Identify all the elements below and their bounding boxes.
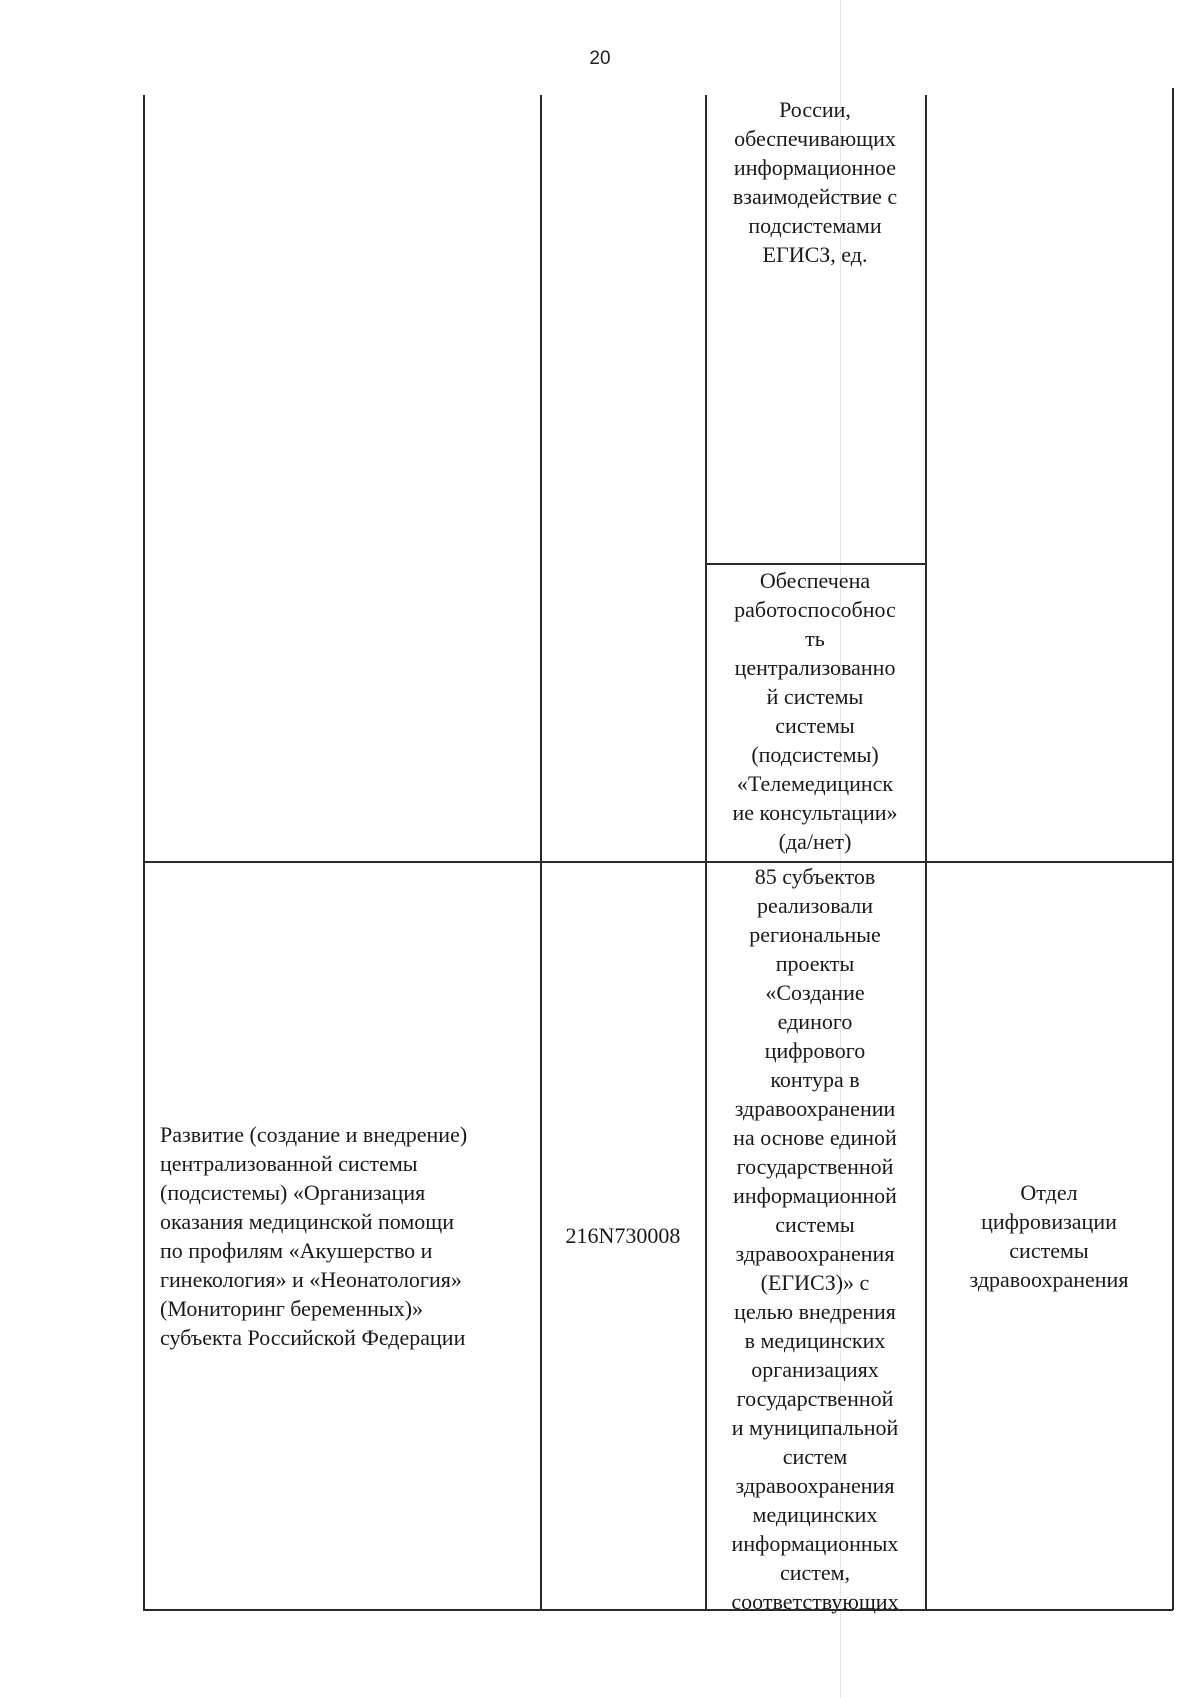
text-line: информационных	[731, 1531, 899, 1556]
text-line: по профилям «Акушерство и	[160, 1238, 433, 1263]
text-line: на основе единой	[733, 1125, 897, 1150]
indicator-cell-continuation	[707, 95, 923, 269]
table-border-bottom	[143, 1609, 1173, 1611]
text-line: системы	[775, 713, 855, 738]
text-line: (ЕГИСЗ)» с	[760, 1270, 870, 1295]
text-line: информационной	[733, 1183, 897, 1208]
text-line: ЕГИСЗ, ед.	[762, 242, 868, 267]
table-border-right	[1172, 88, 1174, 1610]
text-line: взаимодействие с	[732, 184, 898, 209]
text-line: оказания медицинской помощи	[160, 1209, 455, 1234]
text-line: (Мониторинг беременных)»	[160, 1296, 424, 1321]
column-divider-3	[925, 95, 927, 1610]
text-line: Развитие (создание и внедрение)	[160, 1122, 468, 1147]
text-line: региональные	[749, 922, 881, 947]
text-line: России,	[779, 97, 851, 122]
text-line: (да/нет)	[778, 829, 852, 854]
text-line: соответствующих	[731, 1589, 899, 1614]
text-line: обеспечивающих	[734, 126, 896, 151]
row-divider	[143, 861, 1173, 863]
text-line: проекты	[775, 951, 855, 976]
text-line: Отдел	[1020, 1180, 1078, 1205]
code-cell	[542, 1221, 704, 1250]
text-line: информационное	[733, 155, 897, 180]
indicator-cell-regional-projects	[707, 862, 923, 1616]
text-line: «Создание	[765, 980, 865, 1005]
text-line: контура в	[770, 1067, 860, 1092]
text-line: здравоохранении	[734, 1096, 896, 1121]
responsible-cell	[927, 1178, 1171, 1294]
text-line: «Телемедицинск	[736, 771, 894, 796]
text-line: медицинских	[752, 1502, 878, 1527]
text-line: государственной	[736, 1386, 894, 1411]
text-line: й системы	[766, 684, 864, 709]
column-divider-1	[540, 95, 542, 1610]
text-line: единого	[777, 1009, 853, 1034]
text-line: системы	[1009, 1238, 1089, 1263]
activity-name-cell	[160, 1120, 535, 1352]
text-line: централизованно	[734, 655, 896, 680]
text-line: ть	[805, 626, 825, 651]
text-line: системы	[775, 1212, 855, 1237]
page-number: 20	[589, 48, 611, 69]
text-line: целью внедрения	[734, 1299, 896, 1324]
indicator-cell-telemedicine	[707, 566, 923, 856]
text-line: ие консультации»	[732, 800, 898, 825]
text-line: и муниципальной	[731, 1415, 899, 1440]
text-line: (подсистемы) «Организация	[160, 1180, 426, 1205]
text-line: систем,	[779, 1560, 851, 1585]
text-line: здравоохранения	[735, 1473, 895, 1498]
text-line: 85 субъектов	[754, 864, 876, 889]
text-line: (подсистемы)	[751, 742, 879, 767]
text-line: работоспособнос	[734, 597, 896, 622]
text-line: в медицинских	[744, 1328, 886, 1353]
text-line: организациях	[751, 1357, 879, 1382]
text-line: здравоохранения	[735, 1241, 895, 1266]
text-line: реализовали	[756, 893, 874, 918]
text-line: государственной	[736, 1154, 894, 1179]
text-line: систем	[782, 1444, 848, 1469]
text-line: подсистемами	[748, 213, 882, 238]
text-line: централизованной системы	[160, 1151, 418, 1176]
table-border-left	[143, 95, 145, 1610]
activity-code: 216N730008	[565, 1223, 681, 1248]
text-line: цифрового	[764, 1038, 866, 1063]
indicator-row-divider	[705, 563, 925, 565]
text-line: цифровизации	[981, 1209, 1117, 1234]
text-line: субъекта Российской Федерации	[160, 1325, 466, 1350]
text-line: здравоохранения	[969, 1267, 1129, 1292]
text-line: гинекология» и «Неонатология»	[160, 1267, 462, 1292]
text-line: Обеспечена	[759, 568, 871, 593]
